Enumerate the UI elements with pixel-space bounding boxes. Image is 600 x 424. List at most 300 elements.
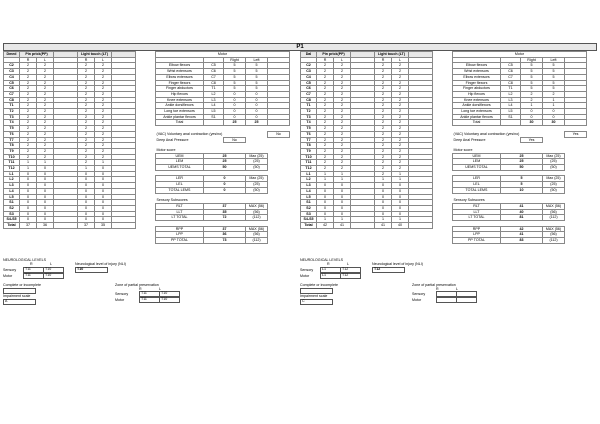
pin-prick-l[interactable]: 1 [334,177,351,183]
pin-prick-l[interactable]: 2 [334,109,351,115]
pin-prick-r[interactable]: 1 [317,217,334,223]
light-touch-r[interactable]: 0 [78,217,95,223]
pin-prick-r[interactable]: 2 [317,91,334,97]
light-touch-l[interactable]: 2 [392,148,409,154]
pin-prick-l[interactable]: 0 [37,177,54,183]
pin-prick-l[interactable]: 2 [37,126,54,132]
muscle-name[interactable]: Wrist extensors [453,69,501,75]
muscle-segment[interactable]: T1 [501,86,521,92]
muscle-name[interactable]: Knee extensors [453,97,501,103]
motor-score-value[interactable]: 25 [501,159,543,165]
sensory-subscore-name[interactable]: LT TOTAL [453,215,501,221]
muscle-segment[interactable]: C7 [501,74,521,80]
level-label[interactable]: C3 [4,69,20,75]
muscle-name[interactable]: Finger abductors [453,86,501,92]
light-touch-l[interactable]: 2 [95,69,112,75]
light-touch-r[interactable]: 2 [78,91,95,97]
pin-prick-l[interactable]: 2 [334,154,351,160]
pin-prick-l[interactable]: 2 [37,63,54,69]
motor-l[interactable]: 0 [246,91,268,97]
pin-prick-header[interactable]: Pin prick(PP) [20,52,54,58]
complete-value[interactable] [3,288,36,294]
motor-l[interactable]: 0 [246,109,268,115]
pin-prick-l[interactable]: 2 [334,69,351,75]
light-touch-l[interactable]: 1 [392,177,409,183]
light-touch-l[interactable]: 2 [392,154,409,160]
muscle-segment[interactable]: C5 [501,63,521,69]
lower-score-name[interactable]: TOTAL LEMS [453,187,501,193]
light-touch-r[interactable]: 2 [78,86,95,92]
motor-r[interactable]: 0 [224,97,246,103]
level-label[interactable]: C3 [301,69,317,75]
motor-score-label[interactable]: Motor score [156,147,176,152]
pin-prick-l[interactable]: 0 [334,188,351,194]
light-touch-l[interactable]: 1 [392,217,409,223]
muscle-name[interactable]: Hip flexors [156,91,204,97]
pin-prick-l[interactable]: 2 [334,143,351,149]
dap-value[interactable]: No [224,137,246,143]
pin-prick-r[interactable]: 2 [20,120,37,126]
lower-score-max[interactable]: (50) [543,187,565,193]
muscle-name[interactable]: Elbow extensors [453,74,501,80]
motor-score-name[interactable]: UEM [156,153,204,159]
level-label[interactable]: T9 [301,148,317,154]
motor-r[interactable]: 5 [521,69,543,75]
light-touch-r[interactable]: 2 [375,103,392,109]
pin-prick-l[interactable]: 2 [334,91,351,97]
light-touch-l[interactable]: 1 [95,160,112,166]
pin-prick-l[interactable]: 0 [37,200,54,206]
light-touch-r[interactable]: 2 [375,120,392,126]
light-touch-r[interactable]: 2 [78,114,95,120]
sensory-subscore-name[interactable]: LLT [156,209,204,215]
pin-prick-r[interactable]: 2 [20,80,37,86]
level-label[interactable]: S2 [4,205,20,211]
pin-prick-l[interactable]: 0 [37,183,54,189]
lt-r-header[interactable]: R [78,57,95,63]
light-touch-r[interactable]: 2 [78,80,95,86]
muscle-name[interactable]: Ankle plantar flexors [453,114,501,120]
light-touch-r[interactable]: 0 [375,205,392,211]
pin-prick-r[interactable]: 2 [317,103,334,109]
pin-r-header[interactable]: R [317,57,334,63]
motor-r[interactable]: 5 [224,69,246,75]
motor-l[interactable]: 5 [543,69,565,75]
pin-prick-r[interactable]: 2 [317,74,334,80]
light-touch-r[interactable]: 2 [375,166,392,172]
sensory-subscore-max[interactable]: MAX (56) [543,203,565,209]
muscle-segment[interactable]: C5 [204,63,224,69]
pp-subscore-value[interactable]: 41 [501,232,543,238]
muscle-segment[interactable]: L5 [204,109,224,115]
pin-prick-l[interactable]: 2 [334,103,351,109]
level-label[interactable]: T5 [4,126,20,132]
light-touch-l[interactable]: 2 [392,109,409,115]
level-label[interactable]: S3 [301,211,317,217]
sensory-level-l[interactable]: T10 [43,267,64,273]
light-touch-r[interactable]: 2 [78,120,95,126]
muscle-name[interactable]: Ankle dorsiflexors [156,103,204,109]
pp-subscore-value[interactable]: 36 [204,232,246,238]
light-touch-l[interactable]: 2 [392,80,409,86]
pin-prick-r[interactable]: 2 [20,91,37,97]
light-touch-l[interactable]: 2 [95,143,112,149]
pin-prick-r[interactable]: 2 [20,137,37,143]
light-touch-r[interactable]: 0 [78,194,95,200]
pin-prick-r[interactable]: 0 [317,211,334,217]
motor-l[interactable]: 5 [246,74,268,80]
light-touch-l[interactable]: 0 [392,194,409,200]
level-label[interactable]: L1 [4,171,20,177]
pin-prick-r[interactable]: 0 [317,200,334,206]
pin-prick-r[interactable]: 0 [20,183,37,189]
level-label[interactable]: T3 [301,114,317,120]
level-label[interactable]: S3 [4,211,20,217]
light-touch-l[interactable]: 2 [392,160,409,166]
pin-prick-l[interactable]: 1 [334,171,351,177]
level-label[interactable]: S2 [301,205,317,211]
muscle-segment[interactable]: L4 [501,103,521,109]
muscle-name[interactable]: Elbow flexors [453,63,501,69]
muscle-segment[interactable]: L3 [501,97,521,103]
motor-r[interactable]: 5 [224,80,246,86]
light-touch-r[interactable]: 1 [375,177,392,183]
level-label[interactable]: T7 [4,137,20,143]
spacer[interactable] [156,243,204,248]
pp-subscore-name[interactable]: PP TOTAL [156,238,204,244]
light-touch-r[interactable]: 0 [375,200,392,206]
spacer[interactable] [268,243,290,248]
motor-l[interactable]: 0 [543,114,565,120]
pin-prick-r[interactable]: 0 [20,177,37,183]
motor-l[interactable]: 0 [246,103,268,109]
motor-score-name[interactable]: LEM [156,159,204,165]
motor-score-value[interactable]: 50 [501,165,543,171]
motor-r[interactable]: 1 [521,103,543,109]
pin-prick-l[interactable]: 2 [37,143,54,149]
level-label[interactable]: Total [4,223,20,229]
spacer[interactable] [351,223,375,229]
motor-total-l[interactable]: 30 [543,120,565,126]
level-label[interactable]: S4-S5 [4,217,20,223]
level-label[interactable]: S4-S5 [301,217,317,223]
pin-prick-r[interactable]: 0 [317,205,334,211]
motor-total-label[interactable]: Total [453,120,501,126]
motor-score-max[interactable]: Max (25) [246,153,268,159]
pp-subscore-name[interactable]: LPP [453,232,501,238]
pp-subscore-value[interactable]: 73 [204,238,246,244]
pin-prick-l[interactable]: 0 [37,205,54,211]
light-touch-r[interactable]: 2 [375,74,392,80]
level-label[interactable]: S1 [4,200,20,206]
level-label[interactable]: C5 [4,80,20,86]
pin-prick-r[interactable]: 0 [20,211,37,217]
level-label[interactable]: C4 [301,74,317,80]
pin-prick-r[interactable]: 2 [20,74,37,80]
pin-l-header[interactable]: L [334,57,351,63]
pin-prick-l[interactable]: 2 [37,80,54,86]
muscle-segment[interactable]: L2 [204,91,224,97]
vac-value[interactable]: No [268,131,290,137]
pin-prick-r[interactable]: 0 [20,188,37,194]
light-touch-r[interactable]: 2 [375,109,392,115]
spacer[interactable] [112,223,136,229]
pin-l-header[interactable]: L [37,57,54,63]
muscle-segment[interactable]: L2 [501,91,521,97]
muscle-name[interactable]: Finger abductors [156,86,204,92]
pin-prick-l[interactable]: 0 [334,200,351,206]
level-label[interactable]: T9 [4,148,20,154]
light-touch-l[interactable]: 0 [392,205,409,211]
lower-score-value[interactable]: 5 [501,176,543,182]
muscle-name[interactable]: Long toe extensors [453,109,501,115]
motor-r[interactable]: 0 [224,91,246,97]
pin-prick-l[interactable]: 2 [37,86,54,92]
light-touch-r[interactable]: 0 [375,194,392,200]
level-label[interactable]: T7 [301,137,317,143]
motor-score-max[interactable]: (25) [543,159,565,165]
level-label[interactable]: L4 [301,188,317,194]
light-touch-l[interactable]: 2 [95,148,112,154]
muscle-name[interactable]: Finger flexors [453,80,501,86]
light-touch-l[interactable]: 0 [95,200,112,206]
vac-label[interactable]: (VAC) Voluntary anal contraction (yes/no) [156,131,223,136]
light-touch-l[interactable]: 0 [95,188,112,194]
motor-r[interactable]: 0 [224,114,246,120]
lower-score-value[interactable]: 10 [501,187,543,193]
light-touch-r[interactable]: 2 [375,97,392,103]
light-touch-l[interactable]: 40 [392,223,409,229]
lt-r-header[interactable]: R [375,57,392,63]
level-label[interactable]: L1 [301,171,317,177]
pin-prick-l[interactable]: 1 [37,160,54,166]
motor-total-r[interactable]: 25 [224,120,246,126]
pin-prick-l[interactable]: 0 [37,188,54,194]
lower-score-value[interactable]: 5 [501,182,543,188]
motor-r[interactable]: 0 [224,103,246,109]
motor-total-l[interactable]: 25 [246,120,268,126]
zpp-motor-l[interactable]: T10 [159,297,180,303]
sensory-subscore-value[interactable]: 81 [501,215,543,221]
spacer[interactable] [521,243,543,248]
light-touch-l[interactable]: 2 [95,131,112,137]
light-touch-r[interactable]: 2 [375,137,392,143]
light-touch-l[interactable]: 2 [392,74,409,80]
lower-score-value[interactable]: 0 [204,176,246,182]
zpp-sensory-l[interactable] [456,291,477,297]
motor-score-name[interactable]: UEMS TOTAL [453,165,501,171]
pp-subscore-name[interactable]: RPP [156,226,204,232]
light-touch-r[interactable]: 2 [78,160,95,166]
light-touch-l[interactable]: 2 [95,103,112,109]
light-touch-r[interactable]: 2 [375,69,392,75]
light-touch-r[interactable]: 2 [375,160,392,166]
lower-score-name[interactable]: LER [453,176,501,182]
light-touch-l[interactable]: 2 [95,74,112,80]
pin-prick-r[interactable]: 0 [20,205,37,211]
pin-prick-r[interactable]: 2 [317,69,334,75]
spacer[interactable] [453,243,501,248]
motor-r[interactable]: 2 [521,91,543,97]
pin-prick-r[interactable]: 2 [20,148,37,154]
light-touch-l[interactable]: 2 [392,131,409,137]
motor-r[interactable]: 5 [224,63,246,69]
pin-prick-l[interactable]: 2 [37,154,54,160]
level-label[interactable]: C8 [301,97,317,103]
level-label[interactable]: C7 [301,91,317,97]
motor-r[interactable]: 0 [224,109,246,115]
motor-score-value[interactable]: 25 [204,159,246,165]
light-touch-r[interactable]: 0 [78,205,95,211]
spacer[interactable] [224,243,246,248]
nli-value[interactable]: T10 [75,267,108,273]
pin-prick-l[interactable]: 41 [334,223,351,229]
light-touch-r[interactable]: 0 [78,200,95,206]
lower-score-name[interactable]: LEL [156,182,204,188]
pin-prick-r[interactable]: 42 [317,223,334,229]
level-label[interactable]: T12 [301,166,317,172]
light-touch-l[interactable]: 0 [95,194,112,200]
light-touch-l[interactable]: 2 [95,97,112,103]
muscle-segment[interactable]: T1 [204,86,224,92]
sensory-subscore-value[interactable]: 37 [204,203,246,209]
pin-prick-r[interactable]: 2 [20,69,37,75]
lower-score-name[interactable]: LER [156,176,204,182]
light-touch-r[interactable]: 0 [78,188,95,194]
pin-prick-r[interactable]: 2 [317,80,334,86]
light-touch-r[interactable]: 1 [375,217,392,223]
motor-score-label[interactable]: Motor score [453,147,473,152]
motor-left-header[interactable]: Left [246,57,268,63]
pin-prick-l[interactable]: 0 [334,211,351,217]
pin-prick-l[interactable]: 0 [334,194,351,200]
light-touch-l[interactable]: 0 [392,200,409,206]
sensory-level-l[interactable]: T12 [340,267,361,273]
motor-l[interactable]: 5 [543,74,565,80]
level-label[interactable]: Total [301,223,317,229]
pin-prick-r[interactable]: 2 [317,114,334,120]
pin-prick-l[interactable]: 2 [334,131,351,137]
motor-l[interactable]: 1 [543,97,565,103]
light-touch-r[interactable]: 0 [78,171,95,177]
level-label[interactable]: T2 [301,109,317,115]
light-touch-r[interactable]: 2 [375,154,392,160]
spacer[interactable] [204,243,224,248]
light-touch-l[interactable]: 0 [95,177,112,183]
lower-score-max[interactable]: Max (25) [543,176,565,182]
sensory-subscore-value[interactable]: 40 [501,209,543,215]
light-touch-l[interactable]: 2 [95,86,112,92]
pin-prick-r[interactable]: 2 [20,154,37,160]
level-label[interactable]: C6 [301,86,317,92]
level-label[interactable]: C8 [4,97,20,103]
pin-prick-l[interactable]: 2 [334,148,351,154]
sensory-subscore-value[interactable]: 72 [204,215,246,221]
motor-l[interactable]: 5 [543,86,565,92]
motor-r[interactable]: 5 [521,80,543,86]
pp-subscore-name[interactable]: LPP [156,232,204,238]
sensory-subscore-max[interactable]: (56) [246,209,268,215]
pin-prick-l[interactable]: 2 [37,74,54,80]
level-label[interactable]: L4 [4,188,20,194]
sensory-subscore-name[interactable]: LT TOTAL [156,215,204,221]
pin-prick-r[interactable]: 0 [20,217,37,223]
motor-r[interactable]: 2 [521,97,543,103]
sensory-subscore-value[interactable]: 41 [501,203,543,209]
light-touch-r[interactable]: 2 [78,154,95,160]
light-touch-r[interactable]: 2 [375,86,392,92]
pin-prick-r[interactable]: 1 [20,166,37,172]
pin-prick-r[interactable]: 2 [317,160,334,166]
muscle-name[interactable]: Ankle plantar flexors [156,114,204,120]
spacer[interactable] [409,223,433,229]
zpp-motor-l[interactable] [456,297,477,303]
light-touch-l[interactable]: 2 [392,114,409,120]
sensory-subscore-max[interactable]: (56) [543,209,565,215]
pin-prick-r[interactable]: 2 [317,109,334,115]
pp-subscore-value[interactable]: 37 [204,226,246,232]
level-label[interactable]: C6 [4,86,20,92]
zpp-sensory-r[interactable]: T11 [139,291,160,297]
muscle-segment[interactable]: S1 [501,114,521,120]
pin-prick-r[interactable]: 1 [317,177,334,183]
light-touch-r[interactable]: 0 [78,211,95,217]
pin-prick-r[interactable]: 0 [317,188,334,194]
pin-prick-l[interactable]: 2 [334,74,351,80]
vac-label[interactable]: (VAC) Voluntary anal contraction (yes/no) [453,131,520,136]
level-header[interactable]: Dmed [4,52,20,58]
level-label[interactable]: L2 [301,177,317,183]
pp-subscore-max[interactable]: (56) [246,232,268,238]
level-label[interactable]: T11 [4,160,20,166]
motor-total-label[interactable]: Total [156,120,204,126]
motor-score-name[interactable]: UEM [453,153,501,159]
light-touch-r[interactable]: 2 [375,63,392,69]
light-touch-l[interactable]: 2 [392,69,409,75]
pin-prick-r[interactable]: 2 [317,86,334,92]
pin-prick-l[interactable]: 0 [334,205,351,211]
lt-l-header[interactable]: L [392,57,409,63]
pin-prick-l[interactable]: 2 [334,80,351,86]
level-label[interactable]: T1 [4,103,20,109]
sensory-subscore-max[interactable]: (112) [543,215,565,221]
muscle-segment[interactable]: C6 [501,69,521,75]
level-label[interactable]: T8 [301,143,317,149]
motor-score-name[interactable]: LEM [453,159,501,165]
zpp-sensory-l[interactable]: T10 [159,291,180,297]
lower-score-name[interactable]: LEL [453,182,501,188]
pin-prick-r[interactable]: 0 [317,194,334,200]
motor-right-header[interactable]: Right [521,57,543,63]
muscle-segment[interactable]: C8 [204,80,224,86]
level-label[interactable]: C4 [4,74,20,80]
light-touch-l[interactable]: 2 [95,154,112,160]
light-touch-r[interactable]: 2 [78,63,95,69]
pin-prick-l[interactable]: 2 [334,126,351,132]
motor-score-max[interactable]: Max (25) [543,153,565,159]
pin-prick-l[interactable]: 2 [334,63,351,69]
pin-prick-r[interactable]: 2 [20,63,37,69]
pp-subscore-name[interactable]: PP TOTAL [453,238,501,244]
pin-prick-r[interactable]: 2 [20,131,37,137]
lt-l-header[interactable]: L [95,57,112,63]
level-label[interactable]: T1 [301,103,317,109]
pin-prick-l[interactable]: 2 [37,91,54,97]
level-label[interactable]: T10 [301,154,317,160]
pin-prick-l[interactable]: 2 [37,69,54,75]
pin-prick-l[interactable]: 0 [334,183,351,189]
muscle-segment[interactable]: C8 [501,80,521,86]
